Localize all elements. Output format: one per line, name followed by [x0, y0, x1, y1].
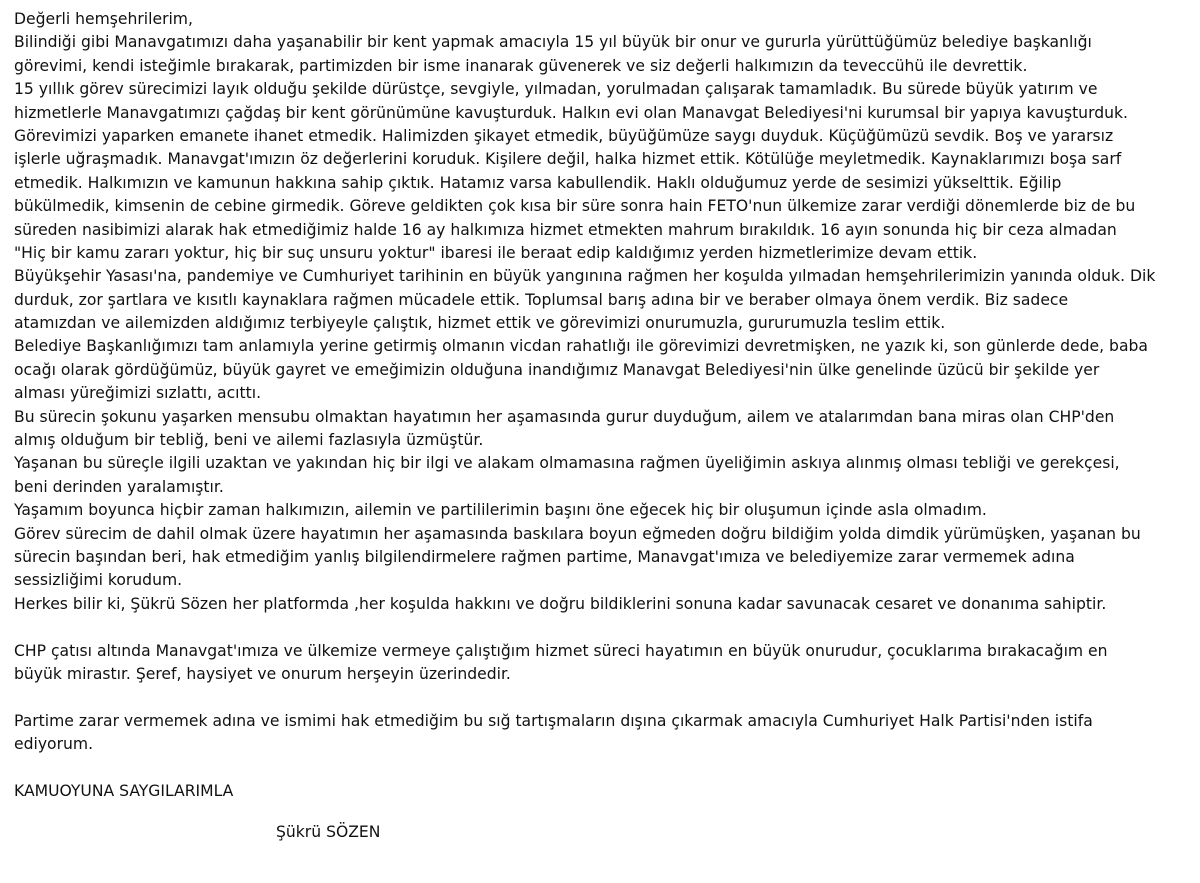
letter-line: Görev sürecim de dahil olmak üzere hayatımın her aşamasında baskılara boyun eğmeden doğru bildiğim yolda dimdik yürümüşken, yaşanan bu — [14, 524, 1141, 543]
salutation: Değerli hemşehrilerim, — [14, 10, 193, 28]
signature: Şükrü SÖZEN — [276, 823, 381, 842]
letter-line: sürecin başından beri, hak etmediğim yanlış bilgilendirmelere rağmen partime, Manavgat'ımıza ve belediyemize zarar vermemek adına — [14, 547, 1075, 566]
letter-line: almış olduğum bir tebliğ, beni ve ailemi fazlasıyla üzmüştür. — [14, 431, 484, 450]
letter-line: alması yüreğimizi sızlattı, acıttı. — [14, 384, 262, 403]
letter-line: Partime zarar vermemek adına ve ismimi hak etmediğim bu sığ tartışmaların dışına çıkarmak amacıyla Cumhuriyet Halk Partisi'nden istifa — [14, 711, 1093, 730]
letter-line: Yaşamım boyunca hiçbir zaman halkımızın, ailemin ve partililerimin başını öne eğecek hiç bir oluşumun içinde asla olmadım. — [14, 501, 987, 520]
letter-line: ediyorum. — [14, 735, 94, 754]
letter-line: işlerle uğraşmadık. Manavgat'ımızın öz değerlerini koruduk. Kişilere değil, halka hizmet ettik. Kötülüğe meyletmedik. Kaynaklarımızı boşa sarf — [14, 150, 1122, 169]
chp-paragraph — [14, 640, 1184, 687]
letter-line: Görevimizi yaparken emanete ihanet etmedik. Halimizden şikayet etmedik, büyüğümüze saygı duyduk. Küçüğümüzü sevdik. Boş ve yararsız — [14, 126, 1114, 145]
closing-line: KAMUOYUNA SAYGILARIMLA — [14, 781, 234, 800]
letter-line: hizmetlerle Manavgatımızı çağdaş bir kent görünümüne kavuşturduk. Halkın evi olan Manavgat Belediyesi'ni kurumsal bir yapıya kavuşturduk. — [14, 103, 1128, 122]
paragraph-spacer — [14, 757, 1184, 780]
letter-line: 15 yıllık görev sürecimizi layık olduğu şekilde dürüstçe, sevgiyle, yılmadan, yorulmadan çalışarak tamamladık. Bu sürede büyük yatırım ve — [14, 80, 1098, 99]
letter-line: etmedik. Halkımızın ve kamunun hakkına sahip çıktık. Hatamız varsa kabullendik. Haklı olduğumuz yerde de sesimizi yükselttik. Eğilip — [14, 173, 1062, 192]
letter-line: beni derinden yaralamıştır. — [14, 477, 224, 496]
letter-line: durduk, zor şartlara ve kısıtlı kaynaklara rağmen mücadele ettik. Toplumsal barış adına bir ve beraber olmaya önem verdik. Biz sadece — [14, 290, 1069, 309]
letter-line: Belediye Başkanlığımızı tam anlamıyla yerine getirmiş olmanın vicdan rahatlığı ile görevimizi devretmişken, ne yazık ki, son günlerde dede, baba — [14, 337, 1148, 356]
resignation-paragraph — [14, 710, 1184, 757]
letter-line: Herkes bilir ki, Şükrü Sözen her platformda ,her koşulda hakkını ve doğru bildiklerini sonuna kadar savunacak cesaret ve donanıma sahiptir. — [14, 594, 1107, 613]
letter-body — [14, 8, 1184, 845]
letter-line: CHP çatısı altında Manavgat'ımıza ve ülkemize vermeye çalıştığım hizmet süreci hayatımın en büyük onurudur, çocuklarıma bırakacağım en — [14, 641, 1108, 660]
letter-line: ocağı olarak gördüğümüz, büyük gayret ve emeğimizin olduğuna inandığımız Manavgat Belediyesi'nin ülke genelinde üzücü bir şekilde yer — [14, 360, 1100, 379]
letter-line: Büyükşehir Yasası'na, pandemiye ve Cumhuriyet tarihinin en büyük yangınına rağmen her koşulda yılmadan hemşehrilerimizin yanında olduk. Dik — [14, 267, 1156, 286]
letter-line: sessizliğimi korudum. — [14, 571, 183, 590]
letter-line: bükülmedik, kimsenin de cebine girmedik. Göreve geldikten çok kısa bir süre sonra hain FETO'nun ülkemize zarar verdiği dönemlerde biz de bu — [14, 197, 1136, 216]
letter-line: Bu sürecin şokunu yaşarken mensubu olmaktan hayatımın her aşamasında gurur duyduğum, ailem ve atalarımdan bana miras olan CHP'den — [14, 407, 1115, 426]
letter-line: "Hiç bir kamu zararı yoktur, hiç bir suç unsuru yoktur" ibaresi ile beraat edip kaldığımız yerden hizmetlerimize devam ettik. — [14, 243, 978, 262]
letter-line: Yaşanan bu süreçle ilgili uzaktan ve yakından hiç bir ilgi ve alakam olmamasına rağmen üyeliğimin askıya alınmış olması tebliği ve gerekçesi, — [14, 454, 1120, 473]
letter-line: süreden nasibimizi alarak hak etmediğimiz halde 16 ay halkımıza hizmet etmekten mahrum bırakıldık. 16 ayın sonunda hiç bir ceza almadan — [14, 220, 1117, 239]
main-paragraph — [14, 31, 1184, 616]
letter-line: Bilindiği gibi Manavgatımızı daha yaşanabilir bir kent yapmak amacıyla 15 yıl büyük bir onur ve gururla yürüttüğümüz belediye başkanlığı — [14, 33, 1092, 52]
letter-line: atamızdan ve ailemizden aldığımız terbiyeyle çalıştık, hizmet ettik ve görevimizi onurumuzla, gururumuzla teslim ettik. — [14, 314, 946, 333]
paragraph-spacer — [14, 686, 1184, 709]
letter-line: büyük mirastır. Şeref, haysiyet ve onurum herşeyin üzerindedir. — [14, 664, 511, 683]
letter-line: görevimi, kendi isteğimle bırakarak, partimizden bir isme inanarak güvenerek ve siz değerli halkımızın da teveccühü ile devrettik. — [14, 56, 1028, 75]
paragraph-spacer — [14, 616, 1184, 639]
